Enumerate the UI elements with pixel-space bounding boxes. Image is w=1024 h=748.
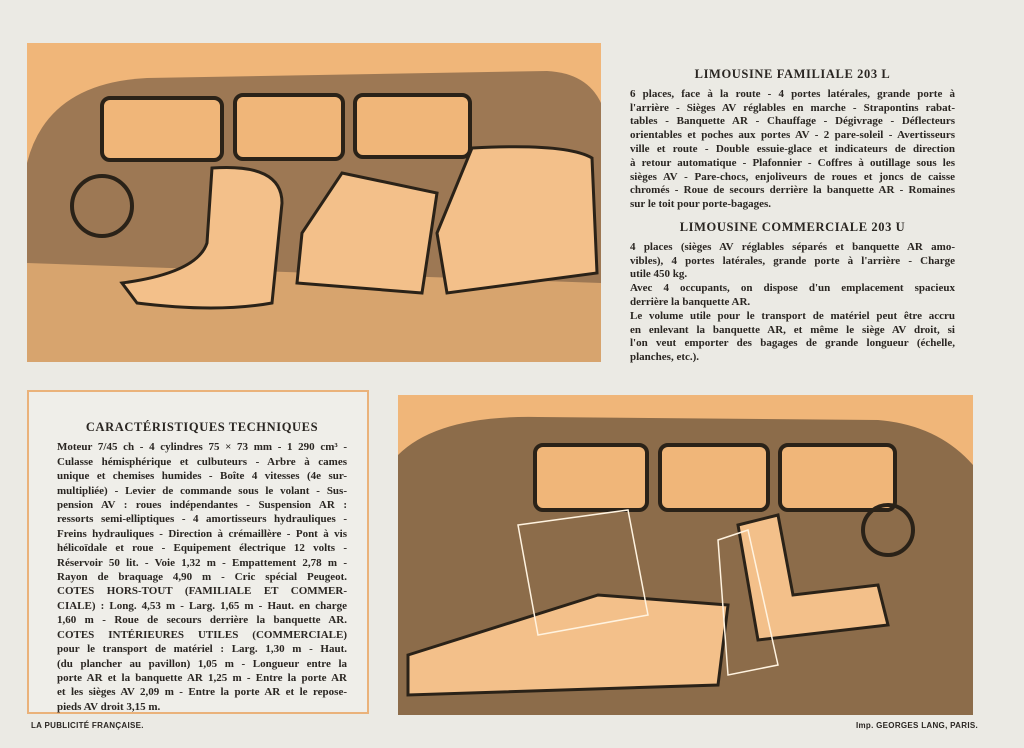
commerciale-description [630,241,955,365]
commerciale-interior-illustration [398,395,973,715]
vehicle-descriptions [630,68,955,365]
footer-publisher: LA PUBLICITÉ FRANÇAISE. [31,721,144,730]
technical-specs-text [57,440,347,714]
text-line: ville et route - Double essuie-glace et indicateurs de direction [630,142,955,155]
text-line: Réservoir 50 lit. - Voie 1,32 m - Empattement 2,78 m - [57,556,347,569]
text-line: chromés - Roue de secours derrière la banquette AR - Romaines [630,184,955,197]
text-line: planches, etc.). [630,351,700,364]
text-line: utile 450 kg. [630,268,688,281]
technical-specs [57,420,347,714]
text-line: vibles), 4 portes latérales, grande porte à l'arrière - Charge [630,254,955,267]
footer-printer: Imp. GEORGES LANG, PARIS. [855,721,978,730]
familiale-description [630,88,955,212]
text-line: pieds AV droit 3,15 m. [57,700,161,713]
text-line: pension AV : roues indépendantes - Suspension AR : [57,499,347,512]
text-line: l'on veut emporter des bagages de grande longueur (échelle, [630,337,955,350]
text-line: en enlevant la banquette AR, et même le siège AV droit, si [630,323,955,336]
commerciale-title: LIMOUSINE COMMERCIALE 203 U [679,219,906,234]
text-line: COTES INTÉRIEURES UTILES (COMMERCIALE) [57,628,347,641]
text-line: Culasse hémisphérique et culbuteurs - Arbre à cames [57,455,347,468]
text-line: Avec 4 occupants, on dispose d'un emplacement spacieux [630,282,955,295]
text-line: derrière la banquette AR. [630,295,751,308]
text-line: 1,60 m - Roue de secours derrière la banquette AR. [57,614,347,627]
text-line: 6 places, face à la route - 4 portes latérales, grande porte à [630,87,955,100]
text-line: sièges AV - Pare-chocs, enjoliveurs de roues et joncs de caisse [630,170,955,183]
familiale-interior-illustration [27,43,601,362]
text-line: Rayon de braquage 4,90 m - Cric spécial Peugeot. [57,571,347,584]
text-line: et les sièges AV 2,09 m - Entre la porte AR et le repose- [57,686,347,699]
text-line: Le volume utile pour le transport de matériel peut être accru [630,309,955,322]
text-line: sur le toit pour porte-bagages. [630,198,772,211]
text-line: Moteur 7/45 ch - 4 cylindres 75 × 73 mm - 1 290 cm³ - [57,441,347,454]
text-line: Freins hydrauliques - Direction à crémaillère - Pont à vis [57,527,347,540]
text-line: tables - Banquette AR - Chauffage - Dégivrage - Déflecteurs [630,115,955,128]
text-line: hélicoïdale et roue - Equipement électrique 12 volts - [57,542,347,555]
text-line: l'arrière - Sièges AV réglables en marche - Strapontins rabat- [630,101,955,114]
text-line: pour le transport de matériel : Larg. 1,30 m - Haut. [57,643,347,656]
text-line: unique et chemises humides - Boîte 4 vitesses (4e sur- [57,470,347,483]
text-line: porte AR et la banquette AR 1,25 m - Entre la porte AR [57,671,347,684]
technical-specs-title: CARACTÉRISTIQUES TECHNIQUES [85,420,319,434]
text-line: COTES HORS-TOUT (FAMILIALE ET COMMER- [57,585,347,598]
text-line: à retour automatique - Plafonnier - Coffres à outillage sous les [630,156,955,169]
text-line: (du plancher au pavillon) 1,05 m - Longueur entre la [57,657,347,670]
text-line: CIALE) : Long. 4,53 m - Larg. 1,65 m - Haut. en charge [57,599,347,612]
text-line: ressorts semi-elliptiques - 4 amortisseurs hydrauliques - [57,513,347,526]
text-line: 4 places (sièges AV réglables séparés et banquette AR amo- [630,240,955,253]
familiale-title: LIMOUSINE FAMILIALE 203 L [694,67,891,81]
text-line: multipliée) - Levier de commande sous le volant - Sus- [57,484,347,497]
text-line: orientables et poches aux portes AV - 2 pare-soleil - Avertisseurs [630,129,955,142]
